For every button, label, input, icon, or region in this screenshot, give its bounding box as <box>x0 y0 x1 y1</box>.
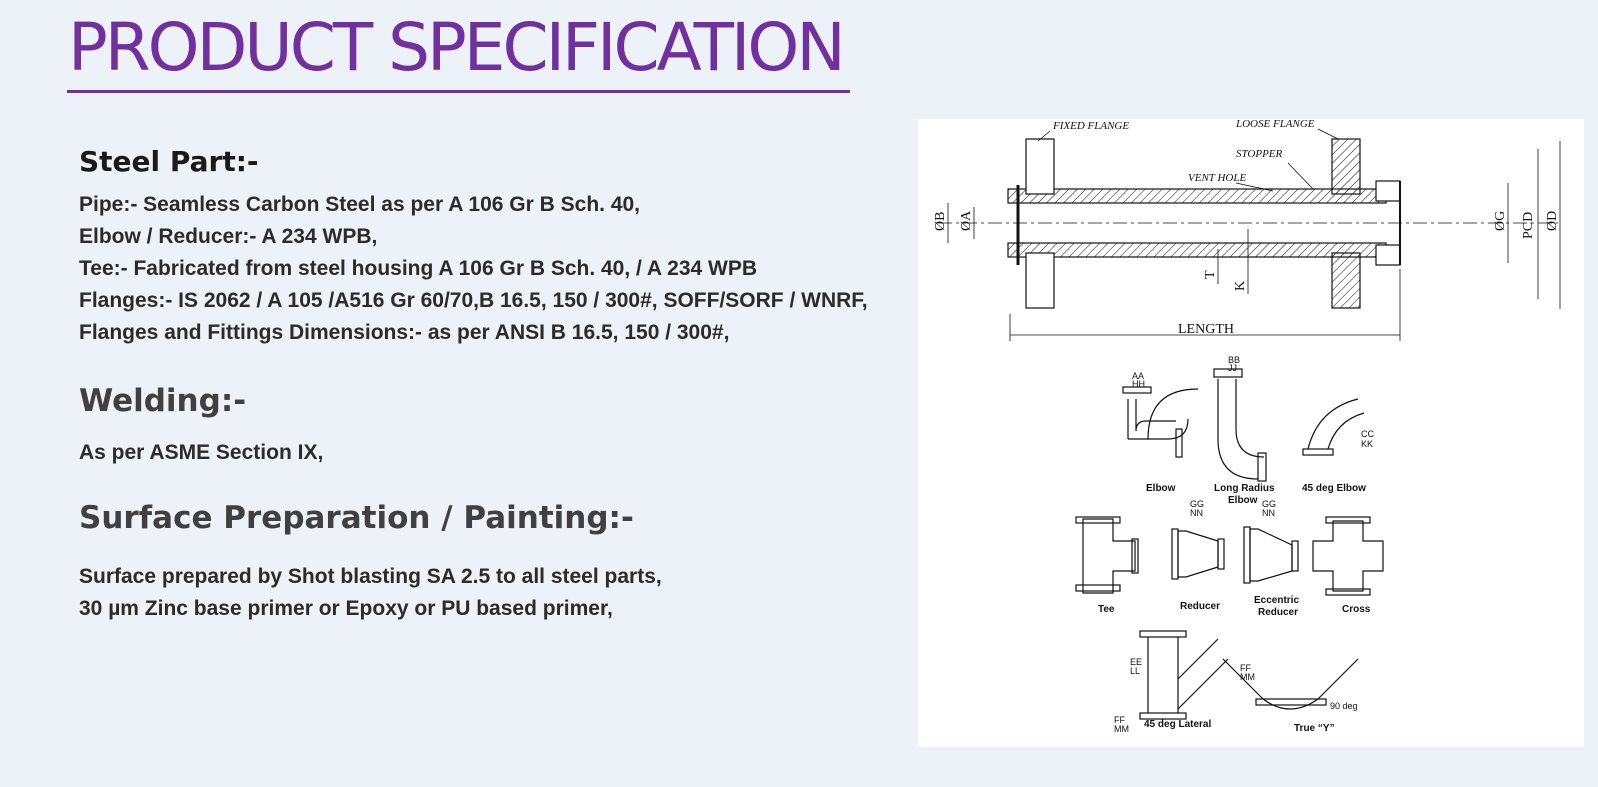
steel-line-dimensions: Flanges and Fittings Dimensions:- as per ANSI B 16.5, 150 / 300#, <box>79 321 730 344</box>
dim-hh-1: HH <box>1132 379 1145 389</box>
fixed-flange-label: FIXED FLANGE <box>1053 120 1130 132</box>
k-label: K <box>1233 280 1248 291</box>
stopper-label: STOPPER <box>1236 148 1283 160</box>
dim-jj-1: JJ <box>1228 363 1237 373</box>
steel-heading: Steel Part:- <box>79 145 259 178</box>
dim-nn-2: NN <box>1262 508 1275 518</box>
ecc-reducer-label-2: Reducer <box>1258 607 1299 618</box>
og-label: ØG <box>1493 210 1508 231</box>
long-radius-label-2: Elbow <box>1228 495 1258 506</box>
surface-heading: Surface Preparation / Painting:- <box>79 500 634 536</box>
deg90-label: 90 deg <box>1330 701 1358 711</box>
dim-kk-1: KK <box>1361 439 1374 449</box>
true-y-label: True “Y” <box>1294 723 1335 734</box>
elbow-label: Elbow <box>1146 483 1176 494</box>
dim-mm-1: MM <box>1240 672 1255 682</box>
dim-aa-1: AA <box>1132 371 1145 381</box>
loose-flange-label: LOOSE FLANGE <box>1236 119 1315 130</box>
technical-drawing <box>918 119 1584 747</box>
welding-line: As per ASME Section IX, <box>79 441 324 464</box>
ob-label: ØB <box>933 211 948 231</box>
dim-gg-1: GG <box>1190 499 1205 509</box>
dim-ee-1: EE <box>1130 657 1143 667</box>
page-title: PRODUCT SPECIFICATION <box>68 9 843 86</box>
dim-bb-1: BB <box>1228 355 1241 365</box>
length-label: LENGTH <box>1178 322 1234 337</box>
surface-line-primer: 30 µm Zinc base primer or Epoxy or PU based primer, <box>79 597 613 620</box>
dim-ll-1: LL <box>1130 666 1141 676</box>
dim-ff-1: FF <box>1240 663 1251 673</box>
pcd-label: PCD <box>1521 211 1536 239</box>
t-label: T <box>1203 270 1218 279</box>
dim-mm-2: MM <box>1114 724 1129 734</box>
steel-line-pipe: Pipe:- Seamless Carbon Steel as per A 106 Gr B Sch. 40, <box>79 193 641 216</box>
steel-line-elbow: Elbow / Reducer:- A 234 WPB, <box>79 225 378 248</box>
tee-label: Tee <box>1098 604 1115 615</box>
title-underline <box>67 90 850 93</box>
surface-line-blasting: Surface prepared by Shot blasting SA 2.5 to all steel parts, <box>79 565 662 588</box>
ecc-reducer-label-1: Eccentric <box>1254 595 1300 606</box>
dim-cc-1: CC <box>1361 429 1374 439</box>
dim-nn-1: NN <box>1190 508 1203 518</box>
elbow45-label: 45 deg Elbow <box>1302 483 1366 494</box>
cross-label: Cross <box>1342 604 1371 615</box>
dim-gg-2: GG <box>1262 499 1277 509</box>
long-radius-label-1: Long Radius <box>1214 483 1275 494</box>
od-label: ØD <box>1545 210 1560 231</box>
dim-ff-2: FF <box>1114 715 1125 725</box>
oa-label: ØA <box>959 210 974 231</box>
vent-hole-label: VENT HOLE <box>1188 172 1247 184</box>
steel-line-flanges: Flanges:- IS 2062 / A 105 /A516 Gr 60/70,B 16.5, 150 / 300#, SOFF/SORF / WNRF, <box>79 289 868 312</box>
steel-line-tee: Tee:- Fabricated from steel housing A 106 Gr B Sch. 40, / A 234 WPB <box>79 257 758 280</box>
lateral-label: 45 deg Lateral <box>1144 719 1212 730</box>
welding-heading: Welding:- <box>79 383 247 419</box>
reducer-label: Reducer <box>1180 601 1221 612</box>
